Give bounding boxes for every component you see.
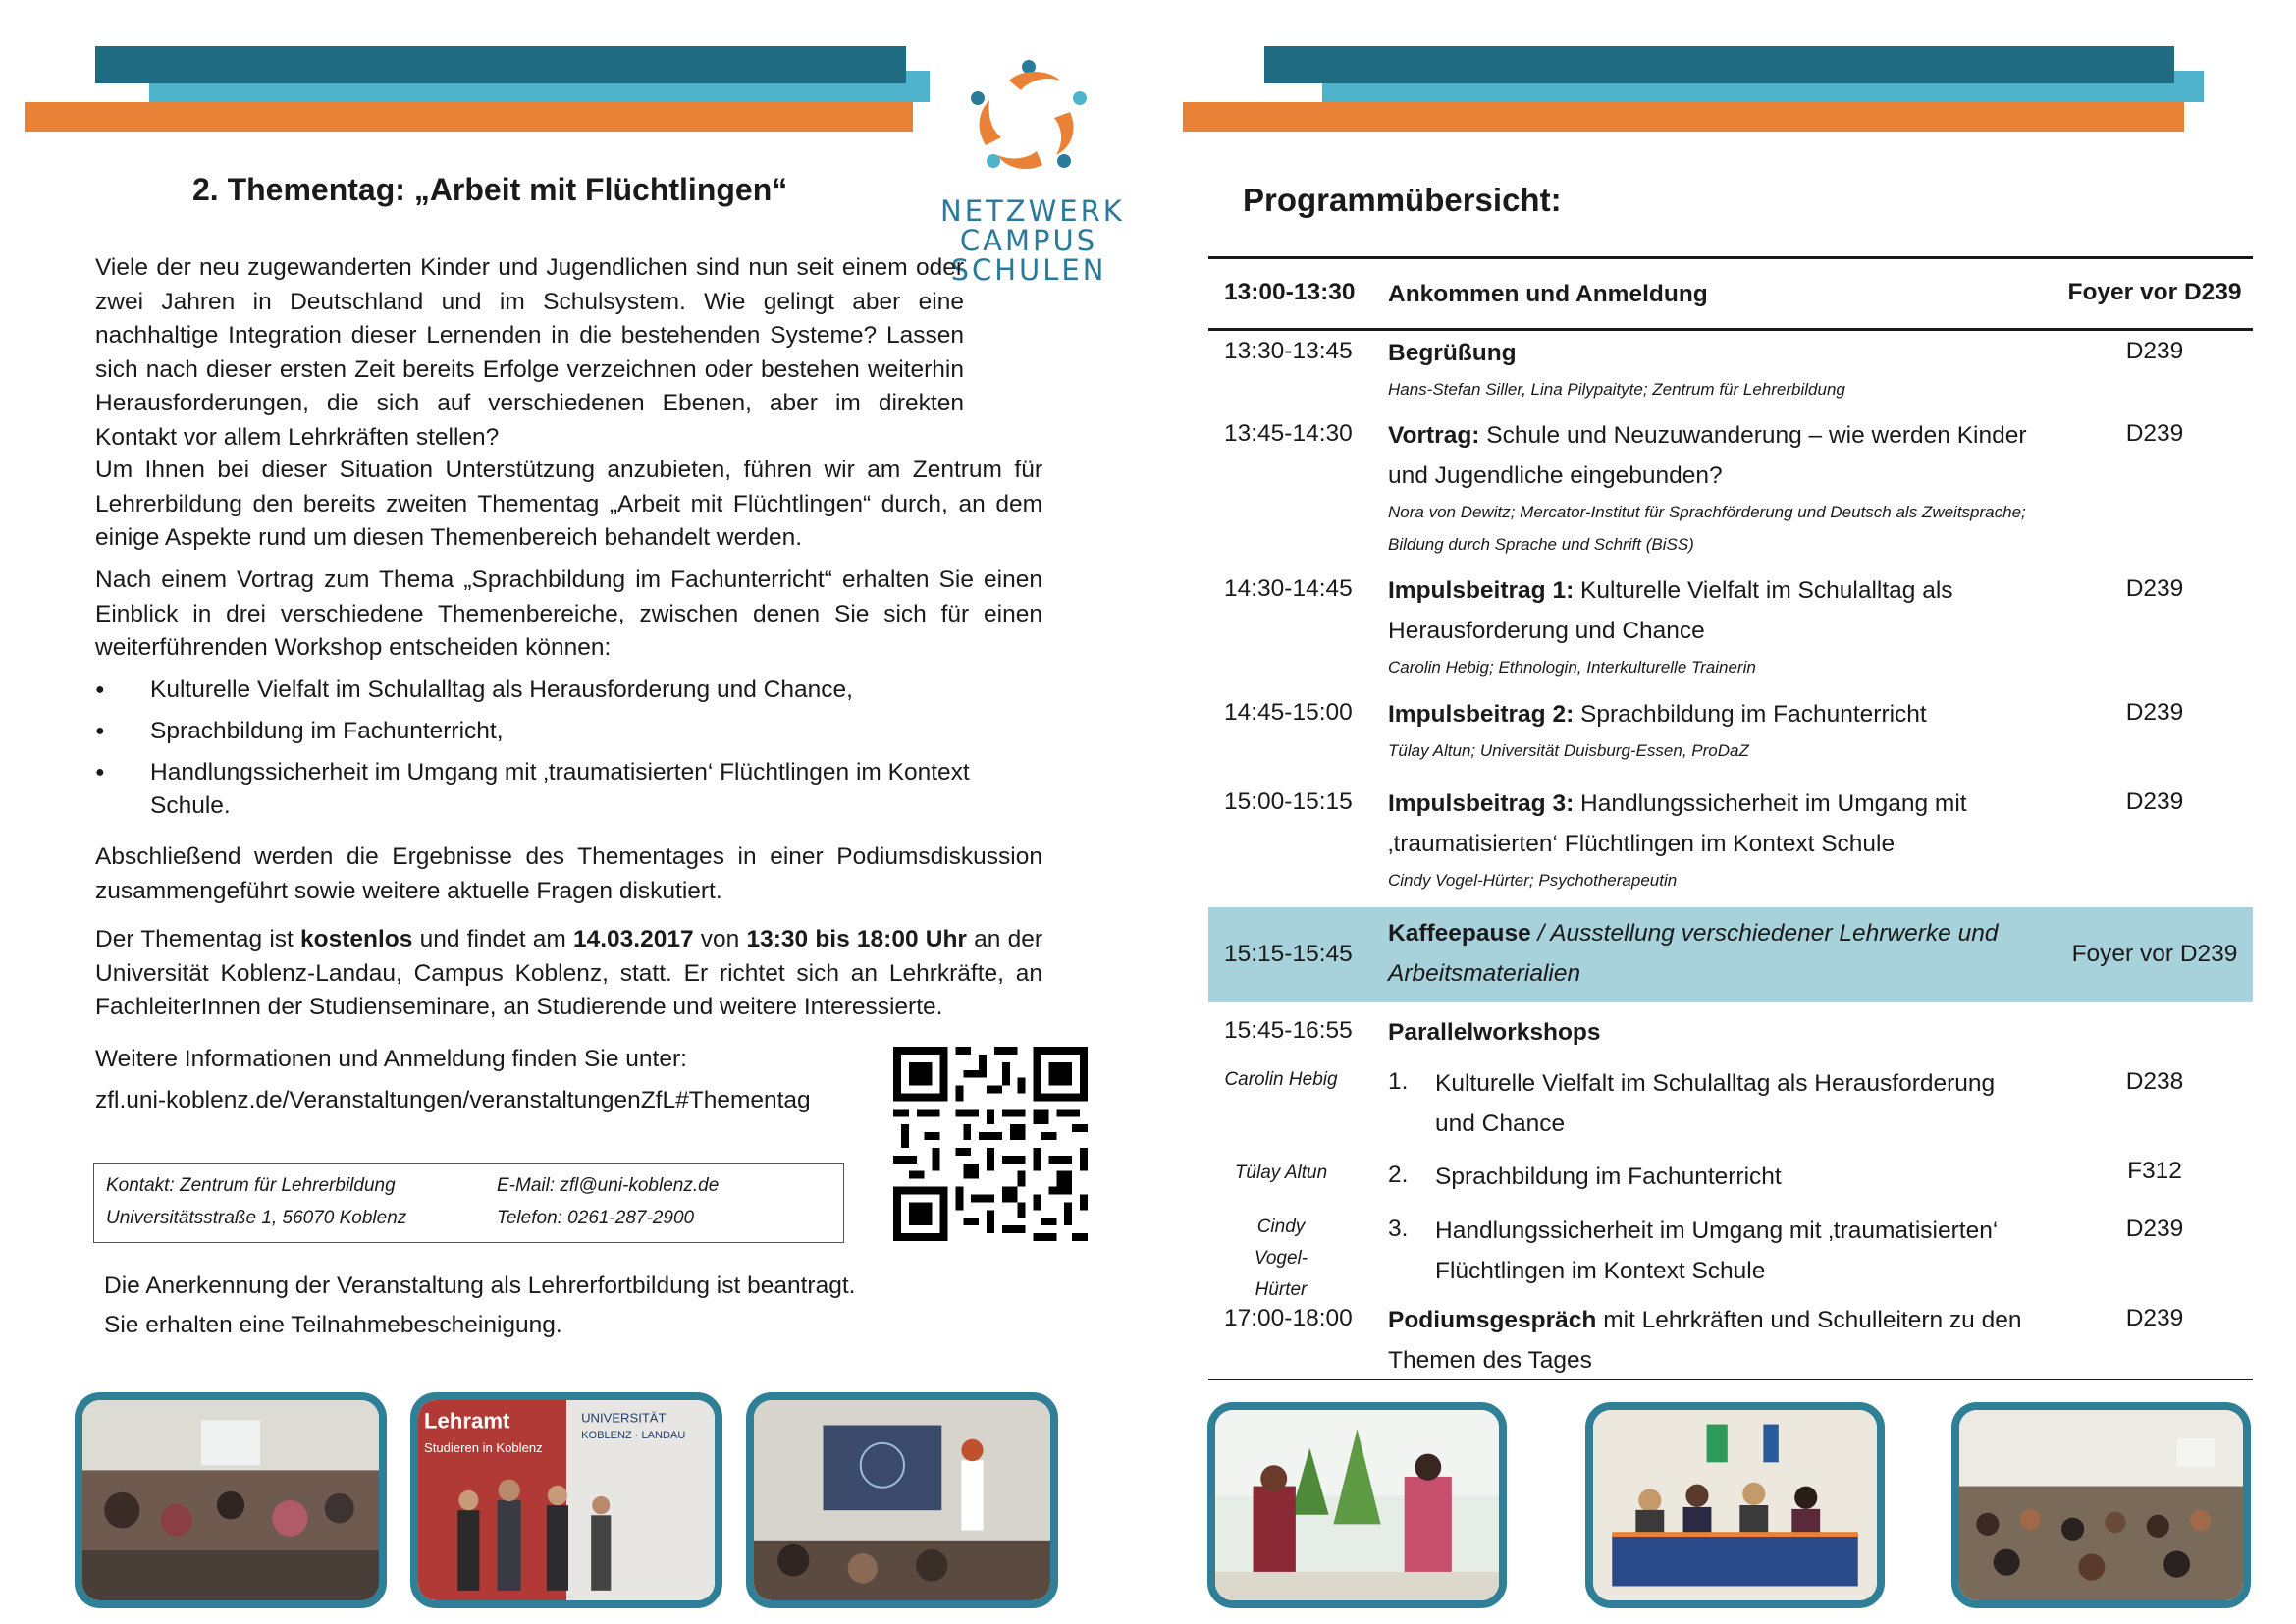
row-title-bold: Kaffeepause bbox=[1388, 920, 1531, 947]
row-speaker: Hans-Stefan Siller, Lina Pilypaityte; Zentrum für Lehrerbildung bbox=[1388, 380, 1845, 399]
row-room: F312 bbox=[2127, 1158, 2182, 1184]
logo-pinwheel-icon bbox=[940, 39, 1117, 196]
event-text-4: an der Universität Koblenz-Landau, Campus Koblenz, statt. Er richtet sich an Lehrkräfte, an FachleiterInnen der Studienseminare, an Studierende und weitere Interessierte. bbox=[95, 926, 1042, 1020]
row-room: D239 bbox=[2125, 338, 2184, 364]
logo-line-1: NETZWERK bbox=[940, 194, 1125, 228]
photo-presentation bbox=[746, 1392, 1058, 1608]
row-room: D239 bbox=[2125, 575, 2184, 602]
header-stripe-dark-right bbox=[1264, 46, 2174, 83]
row-room: D239 bbox=[2125, 788, 2184, 815]
workshop-number: 2. bbox=[1388, 1162, 1409, 1188]
event-text-3: von bbox=[693, 926, 747, 952]
row-title-rest: Handlungssicherheit im Umgang mit ‚traumatisierten‘ Flüchtlingen im Kontext Schule bbox=[1388, 790, 1967, 857]
row-room: D239 bbox=[2125, 1216, 2184, 1242]
row-room: D239 bbox=[2125, 1305, 2184, 1331]
row-time: 13:45-14:30 bbox=[1224, 420, 1353, 447]
row-title bbox=[1388, 415, 2036, 561]
header-stripe-orange-right bbox=[1183, 102, 2184, 132]
list-item: ● Handlungssicherheit im Umgang mit ‚traumatisierten‘ Flüchtlingen im Kontext Schule. bbox=[95, 756, 1042, 823]
row-speaker: Tülay Altun; Universität Duisburg-Essen, ProDaZ bbox=[1388, 741, 1749, 760]
photo-panel-discussion bbox=[1585, 1402, 1885, 1608]
row-time: 15:00-15:15 bbox=[1224, 788, 1353, 815]
workshop-leader: Tülay Altun bbox=[1234, 1163, 1328, 1183]
row-title-rest: Sprachbildung im Fachunterricht bbox=[1574, 701, 1927, 728]
row-title-bold: Vortrag: bbox=[1388, 422, 1480, 449]
workshop-title: Kulturelle Vielfalt im Schulalltag als Herausforderung und Chance bbox=[1435, 1070, 1996, 1137]
contact-address: Universitätsstraße 1, 56070 Koblenz bbox=[106, 1208, 407, 1228]
program-title: Programmübersicht: bbox=[1243, 182, 1562, 218]
photo-coffee-break bbox=[1207, 1402, 1507, 1608]
logo-line-3: SCHULEN bbox=[950, 253, 1107, 287]
contact-box bbox=[93, 1163, 844, 1243]
row-speaker: Carolin Hebig; Ethnologin, Interkulturelle Trainerin bbox=[1388, 658, 1756, 677]
row-title-rest: mit Lehrkräften und Schulleitern zu den Themen des Tages bbox=[1388, 1307, 2022, 1374]
header-stripe-orange-left bbox=[25, 102, 913, 132]
more-info-block bbox=[95, 1041, 979, 1119]
poster-university: UNIVERSITÄT bbox=[581, 1410, 667, 1426]
closing-paragraph: Abschließend werden die Ergebnisse des Thementages in einer Podiumsdiskussion zusammengeführt sowie weitere aktuelle Fragen diskutiert. bbox=[95, 843, 1042, 904]
table-row bbox=[1208, 257, 2253, 328]
recognition-note bbox=[104, 1267, 855, 1345]
contact-email[interactable]: E-Mail: zfl@uni-koblenz.de bbox=[497, 1175, 720, 1196]
row-title-bold: Impulsbeitrag 1: bbox=[1388, 577, 1575, 604]
row-title-rest: / Ausstellung verschiedener Lehrwerke und Arbeitsmaterialien bbox=[1388, 920, 1999, 987]
row-time: 14:45-15:00 bbox=[1224, 699, 1353, 726]
workshop-topic-list bbox=[95, 674, 1042, 831]
photo-lehramt-poster bbox=[410, 1392, 722, 1608]
row-title-rest: Kulturelle Vielfalt im Schulalltag als Herausforderung und Chance bbox=[1388, 577, 1953, 644]
row-time: 15:45-16:55 bbox=[1224, 1017, 1353, 1044]
coffee-break-row bbox=[1208, 907, 2253, 1002]
row-room: D238 bbox=[2125, 1068, 2184, 1095]
row-time: 13:30-13:45 bbox=[1224, 338, 1353, 364]
contact-label: Kontakt: Zentrum für Lehrerbildung bbox=[106, 1175, 396, 1196]
row-title bbox=[1388, 1300, 2036, 1380]
row-room: Foyer vor D239 bbox=[2071, 941, 2238, 967]
row-room: D239 bbox=[2125, 699, 2184, 726]
workshop-title: Handlungssicherheit im Umgang mit ‚traumatisierten‘ Flüchtlingen im Kontext Schule bbox=[1435, 1218, 1999, 1284]
support-paragraph: Um Ihnen bei dieser Situation Unterstützung anzubieten, führen wir am Zentrum für Lehrerbildung den bereits zweiten Thementag „Arbeit mit Flüchtlingen“ durch, an dem einige Aspekte rund um diesen Themenbereich behandelt werden. bbox=[95, 457, 1042, 551]
row-title-rest: Schule und Neuzuwanderung – wie werden Kinder und Jugendliche eingebunden? bbox=[1388, 422, 2027, 489]
row-title: Parallelworkshops bbox=[1388, 1019, 1601, 1046]
logo-line-2: CAMPUS bbox=[959, 224, 1098, 257]
row-title-bold: Impulsbeitrag 2: bbox=[1388, 701, 1575, 728]
row-speaker: Nora von Dewitz; Mercator-Institut für Sprachförderung und Deutsch als Zweitsprache; Bildung durch Sprache und Schrift (BiSS) bbox=[1388, 503, 2026, 554]
row-time: 15:15-15:45 bbox=[1224, 941, 1353, 967]
intro-paragraph: Viele der neu zugewanderten Kinder und Jugendlichen sind nun seit einem oder zwei Jahren in Deutschland und im Schulsystem. Wie gelingt aber eine nachhaltige Integration dieser Lernenden in die bestehenden Systeme? Lassen sich nach dieser ersten Zeit bereits Erfolge verzeichnen oder bestehen weiterhin Herausforderungen, die sich auf verschiedenen Ebenen, aber im direkten Kontakt vor allem Lehrkräften stellen? bbox=[95, 254, 964, 451]
free-label: kostenlos bbox=[300, 926, 413, 952]
workshop-intro-paragraph: Nach einem Vortrag zum Thema „Sprachbildung im Fachunterricht“ erhalten Sie einen Einblick in drei verschiedene Themenbereiche, zwischen denen Sie sich für einen weiterführenden Workshop entscheiden können: bbox=[95, 567, 1042, 661]
table-header-rule bbox=[1208, 328, 2253, 331]
workshop-number: 3. bbox=[1388, 1216, 1409, 1242]
workshop-leader: Carolin Hebig bbox=[1224, 1069, 1338, 1090]
header-stripe-dark-left-overlay bbox=[95, 46, 906, 83]
row-room: Foyer vor D239 bbox=[2067, 279, 2242, 305]
workshop-title: Sprachbildung im Fachunterricht bbox=[1435, 1164, 1782, 1190]
workshop-number: 1. bbox=[1388, 1068, 1409, 1095]
event-time: 13:30 bis 18:00 Uhr bbox=[746, 926, 967, 952]
row-speaker: Cindy Vogel-Hürter; Psychotherapeutin bbox=[1388, 871, 1678, 890]
poster-subtitle: Studieren in Koblenz bbox=[424, 1439, 543, 1456]
recognition-line-2: Sie erhalten eine Teilnahmebescheinigung. bbox=[104, 1312, 562, 1338]
page-title: 2. Thementag: „Arbeit mit Flüchtlingen“ bbox=[192, 172, 788, 207]
event-date: 14.03.2017 bbox=[572, 926, 694, 952]
photo-audience bbox=[1951, 1402, 2251, 1608]
row-title: Ankommen und Anmeldung bbox=[1388, 281, 1708, 307]
more-info-text: Weitere Informationen und Anmeldung finden Sie unter: bbox=[95, 1046, 687, 1072]
poster-university-sub: KOBLENZ · LANDAU bbox=[581, 1429, 686, 1441]
contact-phone: Telefon: 0261-287-2900 bbox=[497, 1208, 695, 1228]
row-title bbox=[1388, 694, 2036, 767]
photo-seminar-room bbox=[75, 1392, 387, 1608]
event-text-2: und findet am bbox=[412, 926, 573, 952]
row-time: 13:00-13:30 bbox=[1224, 279, 1356, 305]
row-title bbox=[1388, 570, 2036, 683]
row-time: 17:00-18:00 bbox=[1224, 1305, 1353, 1331]
recognition-line-1: Die Anerkennung der Veranstaltung als Lehrerfortbildung ist beantragt. bbox=[104, 1272, 856, 1299]
qr-code-icon[interactable] bbox=[893, 1047, 1088, 1241]
row-title bbox=[1388, 913, 2036, 994]
event-text-1: Der Thementag ist bbox=[95, 926, 301, 952]
netzwerk-campus-schulen-logo bbox=[940, 39, 1125, 295]
event-details-paragraph bbox=[95, 923, 1042, 1025]
list-item: ● Sprachbildung im Fachunterricht, bbox=[95, 715, 1042, 748]
row-title-bold: Impulsbeitrag 3: bbox=[1388, 790, 1575, 817]
row-title-bold: Podiumsgespräch bbox=[1388, 1307, 1597, 1333]
row-title bbox=[1388, 333, 2036, 406]
list-item: ● Kulturelle Vielfalt im Schulalltag als Herausforderung und Chance, bbox=[95, 674, 1042, 707]
registration-link[interactable]: zfl.uni-koblenz.de/Veranstaltungen/veranstaltungenZfL#Thementag bbox=[95, 1087, 811, 1113]
workshop-leader: Cindy Vogel-Hürter bbox=[1254, 1217, 1308, 1300]
row-title-bold: Begrüßung bbox=[1388, 340, 1517, 366]
row-time: 14:30-14:45 bbox=[1224, 575, 1353, 602]
row-title bbox=[1388, 784, 2036, 896]
row-room: D239 bbox=[2125, 420, 2184, 447]
poster-title: Lehramt bbox=[424, 1408, 510, 1434]
